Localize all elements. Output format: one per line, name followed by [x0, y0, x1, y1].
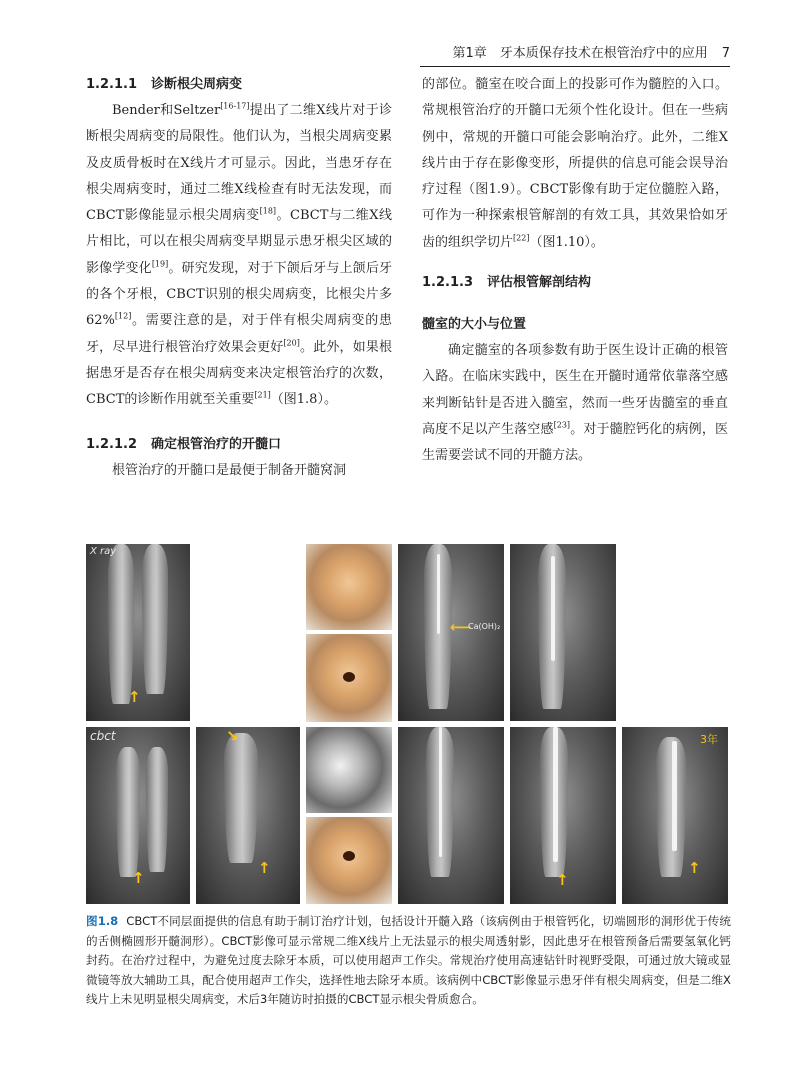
- arrow-icon: ↑: [132, 869, 145, 887]
- xray-panel-postop: [510, 727, 616, 904]
- citation: [22]: [513, 233, 530, 243]
- citation: [19]: [151, 259, 169, 269]
- ultrasonic-tip-photo: [306, 727, 392, 813]
- paragraph: 的部位。髓室在咬合面上的投影可作为髓腔的入口。常规根管治疗的开髓口无须个性化设计。但在一些病例中，常规的开髓口可能会影响治疗。此外，二维X线片由于存在影像变形，所提供的信息可能会误导治疗过程（图1.9）。CBCT影像有助于定位髓腔入路，可作为一种探索根管解剖的有效工具，其效果恰如牙齿的组织学切片[22]（图1.10）。: [422, 77, 728, 250]
- section-title: 评估根管解剖结构: [487, 275, 592, 291]
- citation: [12]: [114, 312, 132, 322]
- section-title: 确定根管治疗的开髓口: [151, 436, 282, 452]
- caption-text: CBCT不同层面提供的信息有助于制订治疗计划，包括设计开髓入路（该病例由于根管钙化，切端圆形的洞形优于传统的舌侧椭圆形开髓洞形）。CBCT影像可显示常规二维X线片上无法显示的根尖周透射影，因此患牙在根管预备后需要氢氧化钙封药。在治疗过程中，为避免过度去除牙本质，可以使用超声工作尖。常规治疗使用高速钻针时视野受限，可通过放大镜或显微镜等放大辅助工具，配合使用超声工作尖，选择性地去除牙本质。该病例中CBCT影像显示患牙伴有根尖周病变，但是二维X线片上未见明显根尖周病变，术后3年随访时拍摄的CBCT显示根尖骨质愈合。: [86, 914, 731, 1006]
- cbct-panel-2: [196, 727, 300, 904]
- section-number: 1.2.1.3: [422, 275, 473, 291]
- paragraph: Bender和Seltzer[16-17]提出了二维X线片对于诊断根尖周病变的局限性。他们认为，当根尖周病变累及皮质骨板时在X线片才可显示。因此，当患牙存在根尖周病变时，通过二维X线检查有时无法发现，而CBCT影像能显示根尖周病变[18]。CBCT与二维X线片相比，可以在根尖周病变早期显示患牙根尖区域的影像学变化[19]。研究发现，对于下颌后牙与上颌后牙的各个牙根，CBCT识别的根尖周病变，比根尖片多62%[12]。需要注意的是，对于伴有根尖周病变的患牙，尽早进行根管治疗效果会更好[20]。此外，如果根据患牙是否存在根尖周病变来决定根管治疗的次数，CBCT的诊断作用就至关重要[21]（图1.8）。: [86, 101, 393, 408]
- page-number: 7: [721, 46, 730, 61]
- xray-panel-preop: [86, 544, 190, 721]
- header-rule: [420, 66, 730, 67]
- xray-panel-caoh: [398, 544, 504, 721]
- xray-panel-obturated: [510, 544, 616, 721]
- paragraph: 确定髓室的各项参数有助于医生设计正确的根管入路。在临床实践中，医生在开髓时通常依靠落空感来判断钻针是否进入髓室，然而一些牙齿髓室的垂直高度不足以产生落空感[23]。对于髓腔钙化的病例，医生需要尝试不同的开髓方法。: [422, 343, 728, 464]
- arrow-icon: ⟵: [450, 618, 472, 636]
- arrow-icon: ↑: [128, 688, 141, 706]
- section-number: 1.2.1.1: [86, 77, 137, 92]
- figure-number: 图1.8: [86, 914, 119, 928]
- caoh-label: Ca(OH)₂: [468, 622, 501, 631]
- arrow-icon: ↑: [556, 871, 569, 889]
- figure-caption: [86, 912, 731, 1010]
- cbct-label: cbct: [90, 729, 116, 743]
- section-title: 诊断根尖周病变: [151, 77, 243, 92]
- right-column: [422, 72, 728, 470]
- section-heading-1-2-1-3: [422, 270, 728, 296]
- running-header: [420, 42, 730, 61]
- clinical-photo-ultrasonic-use: [306, 817, 392, 904]
- xray-label: X ray: [90, 546, 117, 557]
- cbct-panel-1: [86, 727, 190, 904]
- citation: [20]: [283, 338, 300, 348]
- section-number: 1.2.1.2: [86, 436, 137, 452]
- xray-panel-working-length: [398, 727, 504, 904]
- citation: [23]: [553, 420, 571, 430]
- followup-label: 3年: [700, 733, 718, 746]
- subsection-heading: 髓室的大小与位置: [422, 317, 527, 333]
- cbct-panel-3-year-followup: [622, 727, 728, 904]
- chapter-title: 第1章 牙本质保存技术在根管治疗中的应用: [452, 46, 708, 61]
- section-heading-1-2-1-2: [86, 432, 392, 458]
- arrow-icon: ↑: [258, 859, 271, 877]
- paragraph: 根管治疗的开髓口是最便于制备开髓窝洞: [112, 462, 347, 478]
- arrow-icon: ↘: [226, 727, 239, 745]
- left-column: [86, 72, 392, 484]
- citation: [16-17]: [220, 101, 250, 111]
- arrow-icon: ↑: [688, 859, 701, 877]
- citation: [21]: [254, 390, 271, 400]
- clinical-photo-access-opening: [306, 634, 392, 722]
- citation: [18]: [259, 206, 277, 216]
- section-heading-1-2-1-1: [86, 72, 392, 98]
- clinical-photo-incisal-view: [306, 544, 392, 630]
